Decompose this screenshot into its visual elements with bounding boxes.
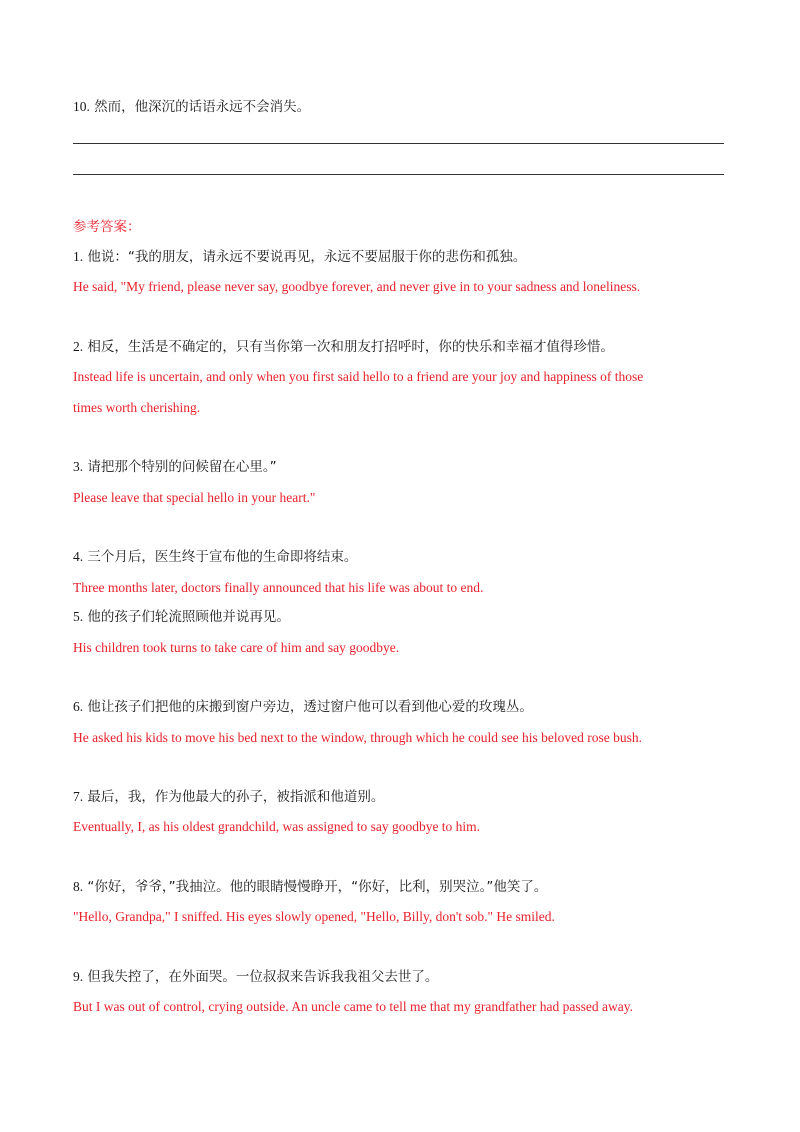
question-number: 10. <box>73 99 90 114</box>
answer-9-english: But I was out of control, crying outside. An uncle came to tell me that my grandfather had passed away. <box>73 999 633 1014</box>
answer-chinese-text: 他说：“我的朋友，请永远不要说再见，永远不要屈服于你的悲伤和孤独。 <box>87 249 527 265</box>
answer-6-chinese <box>73 698 533 716</box>
answer-8-chinese <box>73 878 547 896</box>
answer-2-chinese <box>73 338 614 356</box>
answer-number: 9. <box>73 969 84 984</box>
answer-2-english-line-2: times worth cherishing. <box>73 400 201 415</box>
question-text: 然而，他深沉的话语永远不会消失。 <box>94 99 311 115</box>
answer-7-english: Eventually, I, as his oldest grandchild, was assigned to say goodbye to him. <box>73 819 481 834</box>
answer-number: 3. <box>73 459 84 474</box>
answer-2-english-line-1: Instead life is uncertain, and only when you first said hello to a friend are your joy and happiness of those <box>73 369 644 384</box>
answer-chinese-text: 相反，生活是不确定的，只有当你第一次和朋友打招呼时，你的快乐和幸福才值得珍惜。 <box>87 339 614 355</box>
answer-chinese-text: 他的孩子们轮流照顾他并说再见。 <box>87 609 290 625</box>
answer-number: 5. <box>73 609 84 624</box>
answer-key-heading: 参考答案： <box>73 219 141 235</box>
answer-blank-line-1[interactable] <box>73 143 724 144</box>
answer-blank-line-2[interactable] <box>73 174 724 175</box>
answer-chinese-text: 但我失控了，在外面哭。一位叔叔来告诉我我祖父去世了。 <box>87 969 439 985</box>
answer-chinese-text: 最后，我，作为他最大的孙子，被指派和他道别。 <box>87 789 385 805</box>
answer-chinese-text: 他让孩子们把他的床搬到窗户旁边，透过窗户他可以看到他心爱的玫瑰丛。 <box>87 699 533 715</box>
answer-4-english: Three months later, doctors finally announced that his life was about to end. <box>73 580 484 595</box>
answer-number: 4. <box>73 549 84 564</box>
answer-chinese-text: 请把那个特别的问候留在心里。” <box>87 459 277 475</box>
answer-9-chinese <box>73 968 438 986</box>
answer-1-english: He said, "My friend, please never say, goodbye forever, and never give in to your sadness and loneliness. <box>73 279 641 294</box>
answer-3-chinese <box>73 458 277 476</box>
answer-3-english: Please leave that special hello in your heart." <box>73 490 316 505</box>
answer-4-chinese <box>73 548 357 566</box>
answer-number: 1. <box>73 249 84 264</box>
answer-chinese-text: “你好，爷爷，”我抽泣。他的眼睛慢慢睁开，“你好，比利，别哭泣。”他笑了。 <box>87 879 548 895</box>
answer-1-chinese <box>73 248 526 266</box>
question-10 <box>73 98 310 116</box>
answer-5-english: His children took turns to take care of him and say goodbye. <box>73 640 400 655</box>
answer-number: 6. <box>73 699 84 714</box>
answer-8-english: "Hello, Grandpa," I sniffed. His eyes slowly opened, "Hello, Billy, don't sob." He smiled. <box>73 909 555 924</box>
answer-7-chinese <box>73 788 384 806</box>
answer-5-chinese <box>73 608 290 626</box>
answer-number: 8. <box>73 879 84 894</box>
answer-chinese-text: 三个月后，医生终于宣布他的生命即将结束。 <box>87 549 358 565</box>
answer-number: 2. <box>73 339 84 354</box>
answer-6-english: He asked his kids to move his bed next to the window, through which he could see his beloved rose bush. <box>73 730 643 745</box>
answer-number: 7. <box>73 789 84 804</box>
